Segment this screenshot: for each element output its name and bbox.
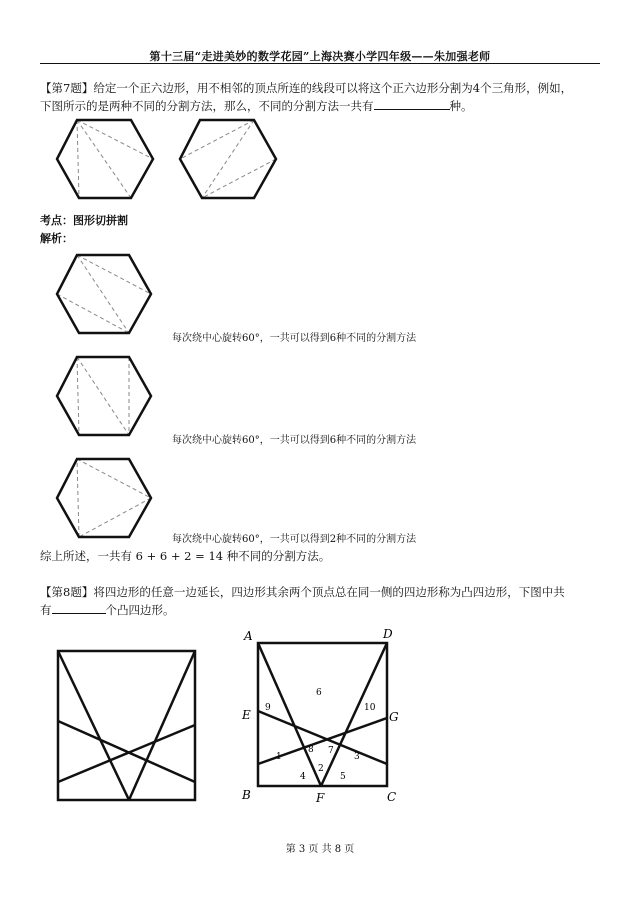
problem8-line2	[40, 600, 605, 620]
region-7: 7	[328, 746, 334, 756]
problem7-line2	[40, 96, 605, 116]
answer-blank-8	[52, 601, 106, 614]
caption-1: 每次绕中心旋转60°，一共可以得到6种不同的分割方法	[172, 333, 417, 344]
problem8-line2-text: 有	[40, 603, 52, 617]
header-divider	[40, 63, 600, 64]
hexagon-solution-2	[55, 355, 153, 437]
label-point-F: F	[316, 791, 325, 805]
hexagon-solution-1	[55, 253, 153, 335]
region-8: 8	[308, 745, 314, 755]
summary: 综上所述，一共有 6 + 6 + 2 = 14 种不同的分割方法。	[40, 549, 331, 563]
label-point-E: E	[242, 708, 251, 722]
region-5: 5	[340, 772, 346, 782]
problem7-line2-text: 下图所示的是两种不同的分割方法，那么，不同的分割方法一共有	[40, 99, 374, 113]
jiexi-label: 解析：	[40, 232, 73, 245]
label-point-C: C	[387, 790, 397, 804]
region-10: 10	[364, 703, 376, 713]
page-footer: 第 3 页 共 8 页	[285, 844, 355, 855]
label-point-D: D	[383, 627, 393, 641]
caption-2: 每次绕中心旋转60°，一共可以得到6种不同的分割方法	[172, 435, 417, 446]
kaodian-label: 考点：图形切拼割	[40, 214, 128, 227]
problem8-line2-end: 个凸四边形。	[105, 603, 175, 617]
quadrilateral-figure-labeled	[230, 625, 405, 805]
label-point-A: A	[244, 629, 253, 643]
problem7-line1: 【第7题】给定一个正六边形，用不相邻的顶点所连的线段可以将这个正六边形分割为4个三角形，例如，	[40, 81, 573, 95]
hexagon-example-1	[55, 118, 155, 200]
region-4: 4	[300, 772, 306, 782]
caption-3: 每次绕中心旋转60°，一共可以得到2种不同的分割方法	[172, 534, 417, 545]
answer-blank-7	[374, 97, 450, 110]
region-9: 9	[265, 703, 271, 713]
label-point-B: B	[242, 788, 251, 802]
quadrilateral-figure-plain	[55, 648, 200, 803]
page-header: 第十三届“走进美妙的数学花园”上海决赛小学四年级——朱加强老师	[149, 50, 491, 63]
region-3: 3	[354, 752, 360, 762]
region-6: 6	[316, 688, 322, 698]
hexagon-solution-3	[55, 457, 153, 539]
problem8-line1: 【第8题】将四边形的任意一边延长，四边形其余两个顶点总在同一侧的四边形称为凸四边形，下图中共	[40, 585, 565, 599]
region-2: 2	[318, 764, 324, 774]
problem7-line2-end: 种。	[449, 99, 473, 113]
region-1: 1	[276, 752, 282, 762]
label-point-G: G	[389, 710, 399, 724]
hexagon-example-2	[178, 118, 278, 200]
